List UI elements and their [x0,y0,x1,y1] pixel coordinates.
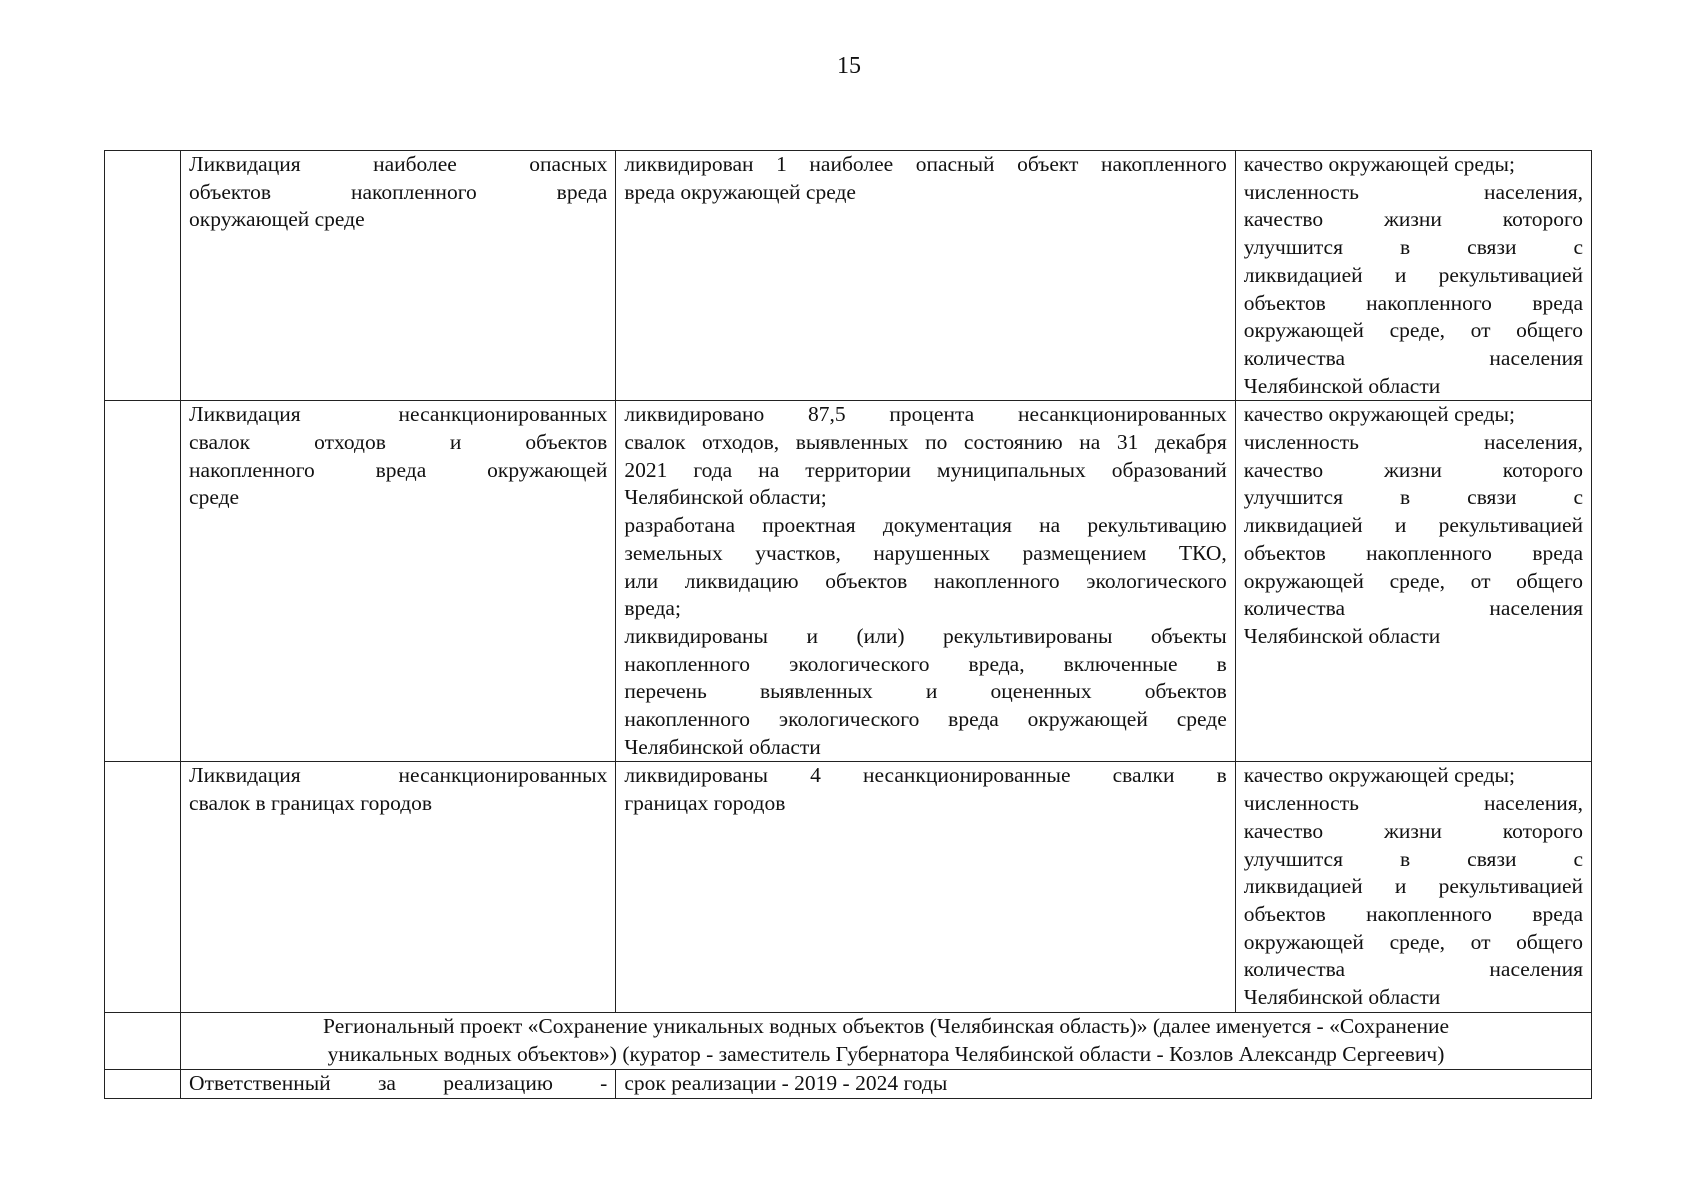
text-line: Челябинской области [1243,373,1441,398]
effect-cell [1235,762,1591,1013]
text-line: перечень выявленных и оцененных объектов [624,679,1227,704]
text-line: количества населения [1243,596,1583,621]
text-line: срок реализации - 2019 - 2024 годы [624,1070,948,1095]
text-line: уникальных водных объектов») (куратор - заместитель Губернатора Челябинской области - Козлов Александр Сергеевич) [327,1042,1445,1067]
text-line: качество жизни которого [1243,457,1583,482]
text-line: свалок отходов, выявленных по состоянию на 31 декабря [624,430,1227,455]
text-line: или ликвидацию объектов накопленного экологического [624,568,1227,593]
text-line: Ответственный за реализацию - [189,1070,608,1095]
text-line: ликвидирован 1 наиболее опасный объект накопленного [624,152,1227,176]
number-cell [105,1013,181,1069]
text-line: ликвидацией и рекультивацией [1243,874,1583,899]
text-line: численность населения, [1243,791,1583,816]
task-cell [181,401,616,762]
document-table [104,150,1592,1099]
text-line: количества населения [1243,957,1583,982]
text-line: ликвидировано 87,5 процента несанкционированных [624,402,1227,427]
text-line: количества населения [1243,345,1583,370]
page-number: 15 [837,53,861,79]
regional-project-heading [181,1013,1592,1069]
text-line: Челябинской области; [624,485,827,510]
table-row [105,762,1592,1013]
text-line: качество окружающей среды; [1243,402,1515,427]
term-cell [616,1069,1592,1098]
task-cell [181,151,616,401]
text-line: улучшится в связи с [1243,846,1583,871]
text-line: Региональный проект «Сохранение уникальных водных объектов (Челябинская область)» (далее именуется - «Сохранение [323,1014,1450,1039]
text-line: качество жизни которого [1243,207,1583,232]
text-line: объектов накопленного вреда [1243,901,1583,926]
text-line: ликвидацией и рекультивацией [1243,513,1583,538]
text-line: окружающей среде, от общего [1243,318,1583,343]
text-line: ликвидированы и (или) рекультивированы объекты [624,623,1227,648]
text-line: Ликвидация несанкционированных [189,763,608,788]
text-line: численность населения, [1243,179,1583,204]
text-line: среде [189,485,240,510]
text-line: объектов накопленного вреда [189,179,608,204]
table-row [105,1013,1592,1069]
text-line: вреда окружающей среде [624,179,856,204]
text-line: свалок в границах городов [189,791,433,816]
text-line: накопленного экологического вреда окружающей среде [624,707,1227,732]
number-cell [105,151,181,401]
text-line: объектов накопленного вреда [1243,540,1583,565]
task-cell [181,762,616,1013]
text-line: границах городов [624,791,786,816]
text-line: накопленного экологического вреда, включенные в [624,651,1227,676]
text-line: накопленного вреда окружающей [189,457,608,482]
text-line: окружающей среде, от общего [1243,568,1583,593]
text-line: Ликвидация несанкционированных [189,402,608,427]
text-line: качество окружающей среды; [1243,152,1515,176]
text-line: улучшится в связи с [1243,235,1583,260]
text-line: Ликвидация наиболее опасных [189,152,608,176]
text-line: ликвидацией и рекультивацией [1243,262,1583,287]
table-row [105,151,1592,401]
result-cell [616,401,1235,762]
effect-cell [1235,401,1591,762]
text-line: улучшится в связи с [1243,485,1583,510]
text-line: объектов накопленного вреда [1243,290,1583,315]
number-cell [105,1069,181,1098]
text-line: качество жизни которого [1243,818,1583,843]
text-line: численность населения, [1243,430,1583,455]
text-line: окружающей среде [189,207,365,232]
table-row [105,401,1592,762]
table-row [105,1069,1592,1098]
text-line: качество окружающей среды; [1243,763,1515,788]
text-line: ликвидированы 4 несанкционированные свалки в [624,763,1227,788]
effect-cell [1235,151,1591,401]
text-line: Челябинской области [624,734,821,759]
result-cell [616,151,1235,401]
result-cell [616,762,1235,1013]
text-line: Челябинской области [1243,623,1441,648]
text-line: окружающей среде, от общего [1243,929,1583,954]
text-line: земельных участков, нарушенных размещением ТКО, [624,540,1227,565]
text-line: свалок отходов и объектов [189,430,608,455]
number-cell [105,762,181,1013]
text-line: вреда; [624,596,681,621]
responsible-cell [181,1069,616,1098]
text-line: 2021 года на территории муниципальных образований [624,457,1227,482]
number-cell [105,401,181,762]
text-line: разработана проектная документация на рекультивацию [624,513,1227,538]
text-line: Челябинской области [1243,985,1441,1010]
